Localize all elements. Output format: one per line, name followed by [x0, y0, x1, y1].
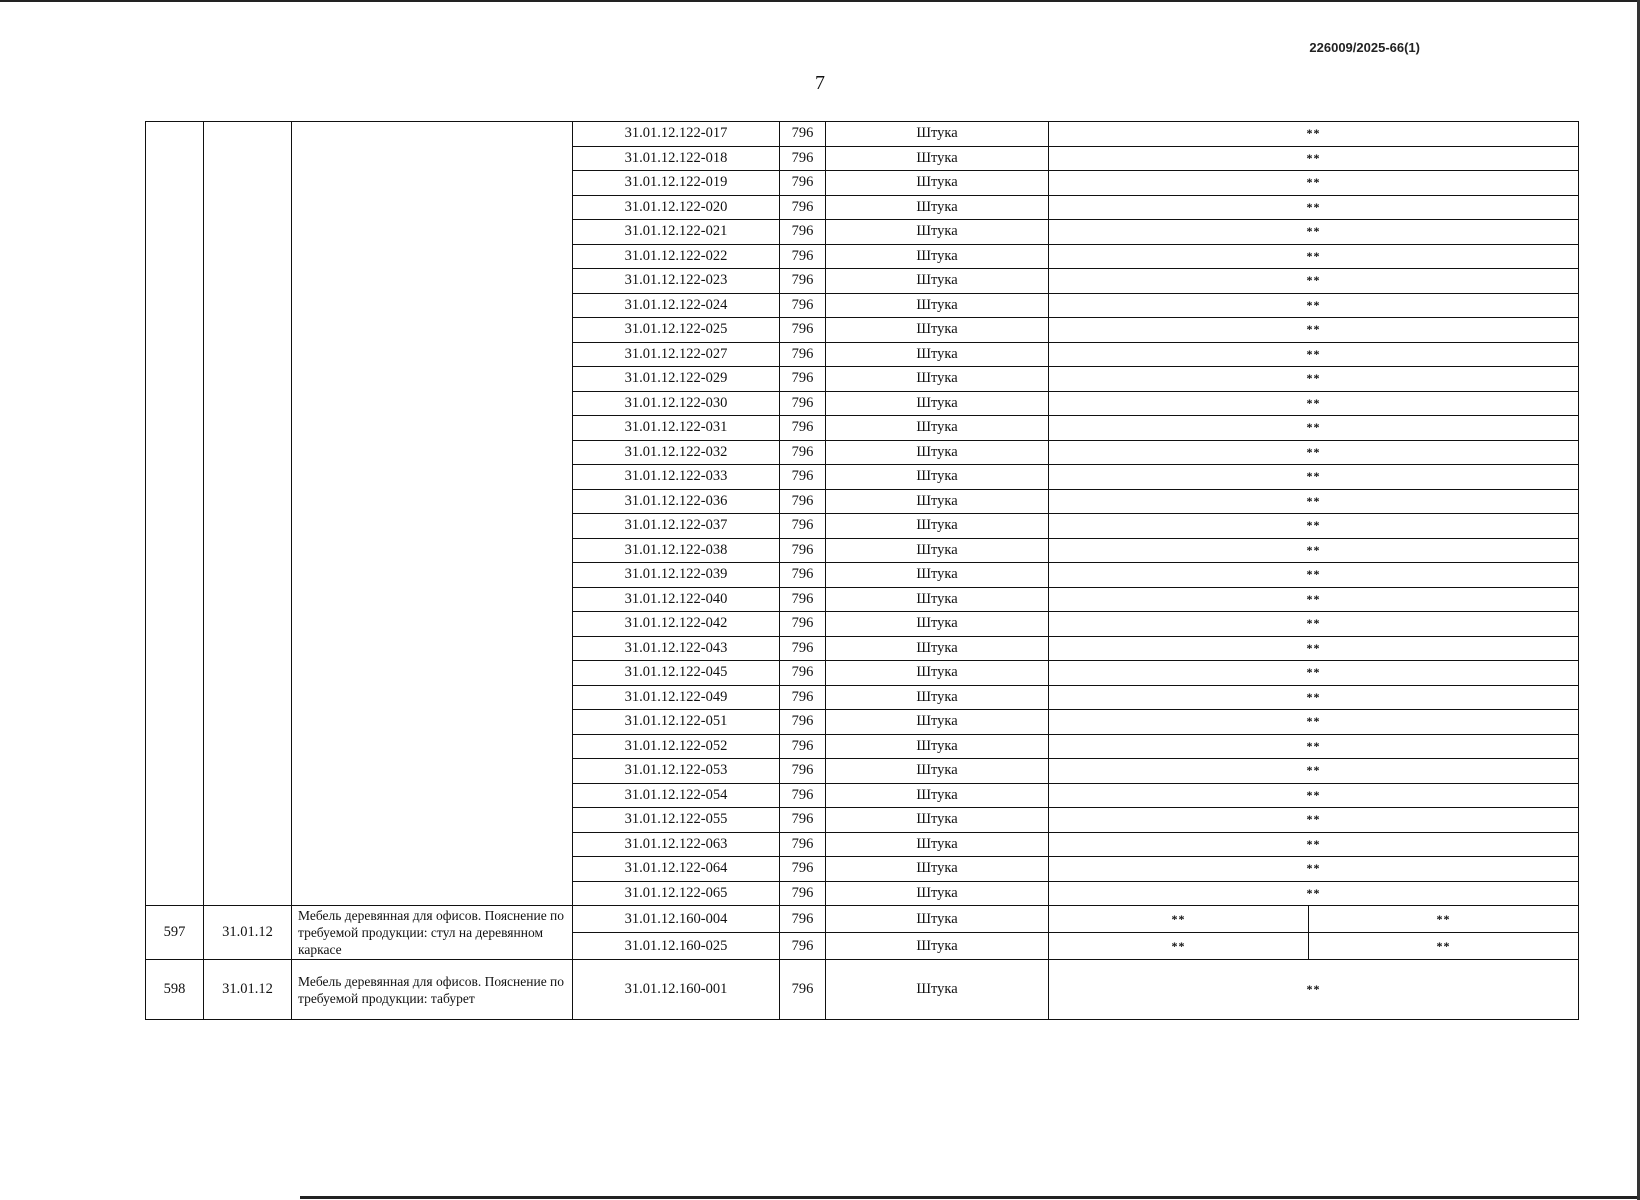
- okei-code-cell: 796: [780, 906, 826, 933]
- note-cell: **: [1049, 489, 1579, 514]
- note-cell-a: **: [1049, 933, 1309, 960]
- note-cell: **: [1049, 960, 1579, 1020]
- ktru-code-cell: 31.01.12.122-029: [573, 367, 780, 392]
- ktru-code-cell: 31.01.12.122-051: [573, 710, 780, 735]
- okei-code-cell: 796: [780, 960, 826, 1020]
- okei-code-cell: 796: [780, 933, 826, 960]
- document-reference-number: 226009/2025-66(1): [1309, 40, 1420, 55]
- ktru-code-cell: 31.01.12.122-017: [573, 122, 780, 147]
- okei-code-cell: 796: [780, 710, 826, 735]
- okei-code-cell: 796: [780, 587, 826, 612]
- scan-edge-bottom: [300, 1196, 1640, 1199]
- unit-cell: Штука: [826, 857, 1049, 882]
- okei-code-cell: 796: [780, 465, 826, 490]
- unit-cell: Штука: [826, 783, 1049, 808]
- ktru-code-cell: 31.01.12.160-001: [573, 960, 780, 1020]
- note-cell: **: [1049, 857, 1579, 882]
- unit-cell: Штука: [826, 563, 1049, 588]
- table-row-598: [146, 960, 1579, 1020]
- okei-code-cell: 796: [780, 759, 826, 784]
- merged-number-cell: [146, 122, 204, 906]
- unit-cell: Штука: [826, 489, 1049, 514]
- ktru-code-cell: 31.01.12.122-022: [573, 244, 780, 269]
- okei-code-cell: 796: [780, 318, 826, 343]
- okei-code-cell: 796: [780, 171, 826, 196]
- unit-cell: Штука: [826, 195, 1049, 220]
- note-cell: **: [1049, 293, 1579, 318]
- unit-cell: Штука: [826, 587, 1049, 612]
- unit-cell: Штука: [826, 881, 1049, 906]
- ktru-code-cell: 31.01.12.122-039: [573, 563, 780, 588]
- merged-description-cell: [292, 122, 573, 906]
- okei-code-cell: 796: [780, 195, 826, 220]
- okei-code-cell: 796: [780, 489, 826, 514]
- ktru-code-cell: 31.01.12.122-064: [573, 857, 780, 882]
- unit-cell: Штука: [826, 832, 1049, 857]
- unit-cell: Штука: [826, 244, 1049, 269]
- note-cell: **: [1049, 269, 1579, 294]
- ktru-code-cell: 31.01.12.160-025: [573, 933, 780, 960]
- note-cell: **: [1049, 587, 1579, 612]
- note-cell: **: [1049, 440, 1579, 465]
- item-description-cell: Мебель деревянная для офисов. Пояснение по требуемой продукции: стул на деревянном каркасе: [292, 906, 573, 960]
- ktru-code-cell: 31.01.12.122-042: [573, 612, 780, 637]
- okei-code-cell: 796: [780, 293, 826, 318]
- unit-cell: Штука: [826, 933, 1049, 960]
- scan-edge-top: [0, 0, 1640, 2]
- ktru-code-cell: 31.01.12.122-040: [573, 587, 780, 612]
- unit-cell: Штука: [826, 612, 1049, 637]
- item-description-cell: Мебель деревянная для офисов. Пояснение по требуемой продукции: табурет: [292, 960, 573, 1020]
- note-cell: **: [1049, 122, 1579, 147]
- ktru-code-cell: 31.01.12.122-031: [573, 416, 780, 441]
- ktru-code-cell: 31.01.12.122-043: [573, 636, 780, 661]
- note-cell: **: [1049, 808, 1579, 833]
- ktru-code-cell: 31.01.12.122-052: [573, 734, 780, 759]
- unit-cell: Штука: [826, 391, 1049, 416]
- table-row-597: [146, 906, 1579, 933]
- okpd2-code-cell: 31.01.12: [204, 906, 292, 960]
- okei-code-cell: 796: [780, 808, 826, 833]
- item-number-cell: 598: [146, 960, 204, 1020]
- note-cell: **: [1049, 661, 1579, 686]
- ktru-code-cell: 31.01.12.122-018: [573, 146, 780, 171]
- ktru-code-cell: 31.01.12.122-065: [573, 881, 780, 906]
- table-row: [146, 122, 1579, 147]
- unit-cell: Штука: [826, 906, 1049, 933]
- note-cell: **: [1049, 636, 1579, 661]
- note-cell: **: [1049, 759, 1579, 784]
- unit-cell: Штука: [826, 734, 1049, 759]
- okei-code-cell: 796: [780, 269, 826, 294]
- unit-cell: Штука: [826, 146, 1049, 171]
- unit-cell: Штука: [826, 514, 1049, 539]
- ktru-code-cell: 31.01.12.122-030: [573, 391, 780, 416]
- ktru-code-cell: 31.01.12.122-063: [573, 832, 780, 857]
- unit-cell: Штука: [826, 122, 1049, 147]
- unit-cell: Штука: [826, 710, 1049, 735]
- ktru-code-cell: 31.01.12.122-037: [573, 514, 780, 539]
- note-cell-b: **: [1309, 906, 1579, 933]
- unit-cell: Штука: [826, 367, 1049, 392]
- unit-cell: Штука: [826, 416, 1049, 441]
- ktru-code-cell: 31.01.12.122-038: [573, 538, 780, 563]
- note-cell: **: [1049, 318, 1579, 343]
- note-cell: **: [1049, 171, 1579, 196]
- note-cell: **: [1049, 195, 1579, 220]
- unit-cell: Штука: [826, 318, 1049, 343]
- unit-cell: Штука: [826, 269, 1049, 294]
- ktru-code-cell: 31.01.12.122-054: [573, 783, 780, 808]
- unit-cell: Штука: [826, 440, 1049, 465]
- okei-code-cell: 796: [780, 367, 826, 392]
- okei-code-cell: 796: [780, 661, 826, 686]
- note-cell: **: [1049, 832, 1579, 857]
- ktru-code-cell: 31.01.12.122-023: [573, 269, 780, 294]
- page-number: 7: [815, 72, 825, 94]
- table-body: [146, 122, 1579, 1020]
- okei-code-cell: 796: [780, 734, 826, 759]
- item-number-cell: 597: [146, 906, 204, 960]
- okei-code-cell: 796: [780, 342, 826, 367]
- note-cell: **: [1049, 416, 1579, 441]
- unit-cell: Штука: [826, 465, 1049, 490]
- okei-code-cell: 796: [780, 857, 826, 882]
- unit-cell: Штука: [826, 538, 1049, 563]
- okei-code-cell: 796: [780, 220, 826, 245]
- note-cell-a: **: [1049, 906, 1309, 933]
- merged-okpd2-cell: [204, 122, 292, 906]
- note-cell: **: [1049, 367, 1579, 392]
- note-cell: **: [1049, 391, 1579, 416]
- unit-cell: Штука: [826, 759, 1049, 784]
- note-cell: **: [1049, 146, 1579, 171]
- ktru-code-cell: 31.01.12.122-055: [573, 808, 780, 833]
- note-cell: **: [1049, 734, 1579, 759]
- okei-code-cell: 796: [780, 881, 826, 906]
- ktru-code-cell: 31.01.12.122-036: [573, 489, 780, 514]
- ktru-code-cell: 31.01.12.122-020: [573, 195, 780, 220]
- procurement-items-table: [145, 121, 1579, 1020]
- ktru-code-cell: 31.01.12.122-024: [573, 293, 780, 318]
- ktru-code-cell: 31.01.12.122-021: [573, 220, 780, 245]
- okei-code-cell: 796: [780, 391, 826, 416]
- note-cell: **: [1049, 612, 1579, 637]
- okei-code-cell: 796: [780, 416, 826, 441]
- okei-code-cell: 796: [780, 244, 826, 269]
- okei-code-cell: 796: [780, 832, 826, 857]
- ktru-code-cell: 31.01.12.122-027: [573, 342, 780, 367]
- note-cell: **: [1049, 220, 1579, 245]
- unit-cell: Штука: [826, 171, 1049, 196]
- okei-code-cell: 796: [780, 612, 826, 637]
- ktru-code-cell: 31.01.12.122-045: [573, 661, 780, 686]
- ktru-code-cell: 31.01.12.122-025: [573, 318, 780, 343]
- note-cell: **: [1049, 538, 1579, 563]
- ktru-code-cell: 31.01.12.122-033: [573, 465, 780, 490]
- okei-code-cell: 796: [780, 783, 826, 808]
- okei-code-cell: 796: [780, 514, 826, 539]
- note-cell: **: [1049, 710, 1579, 735]
- okei-code-cell: 796: [780, 563, 826, 588]
- ktru-code-cell: 31.01.12.122-049: [573, 685, 780, 710]
- okei-code-cell: 796: [780, 538, 826, 563]
- unit-cell: Штука: [826, 685, 1049, 710]
- okei-code-cell: 796: [780, 440, 826, 465]
- unit-cell: Штука: [826, 342, 1049, 367]
- ktru-code-cell: 31.01.12.122-053: [573, 759, 780, 784]
- note-cell-b: **: [1309, 933, 1579, 960]
- ktru-code-cell: 31.01.12.160-004: [573, 906, 780, 933]
- note-cell: **: [1049, 465, 1579, 490]
- note-cell: **: [1049, 342, 1579, 367]
- okpd2-code-cell: 31.01.12: [204, 960, 292, 1020]
- note-cell: **: [1049, 244, 1579, 269]
- ktru-code-cell: 31.01.12.122-032: [573, 440, 780, 465]
- note-cell: **: [1049, 685, 1579, 710]
- unit-cell: Штука: [826, 960, 1049, 1020]
- unit-cell: Штука: [826, 293, 1049, 318]
- okei-code-cell: 796: [780, 636, 826, 661]
- note-cell: **: [1049, 881, 1579, 906]
- ktru-code-cell: 31.01.12.122-019: [573, 171, 780, 196]
- unit-cell: Штука: [826, 661, 1049, 686]
- okei-code-cell: 796: [780, 122, 826, 147]
- note-cell: **: [1049, 563, 1579, 588]
- note-cell: **: [1049, 514, 1579, 539]
- unit-cell: Штука: [826, 636, 1049, 661]
- unit-cell: Штука: [826, 220, 1049, 245]
- note-cell: **: [1049, 783, 1579, 808]
- okei-code-cell: 796: [780, 146, 826, 171]
- okei-code-cell: 796: [780, 685, 826, 710]
- unit-cell: Штука: [826, 808, 1049, 833]
